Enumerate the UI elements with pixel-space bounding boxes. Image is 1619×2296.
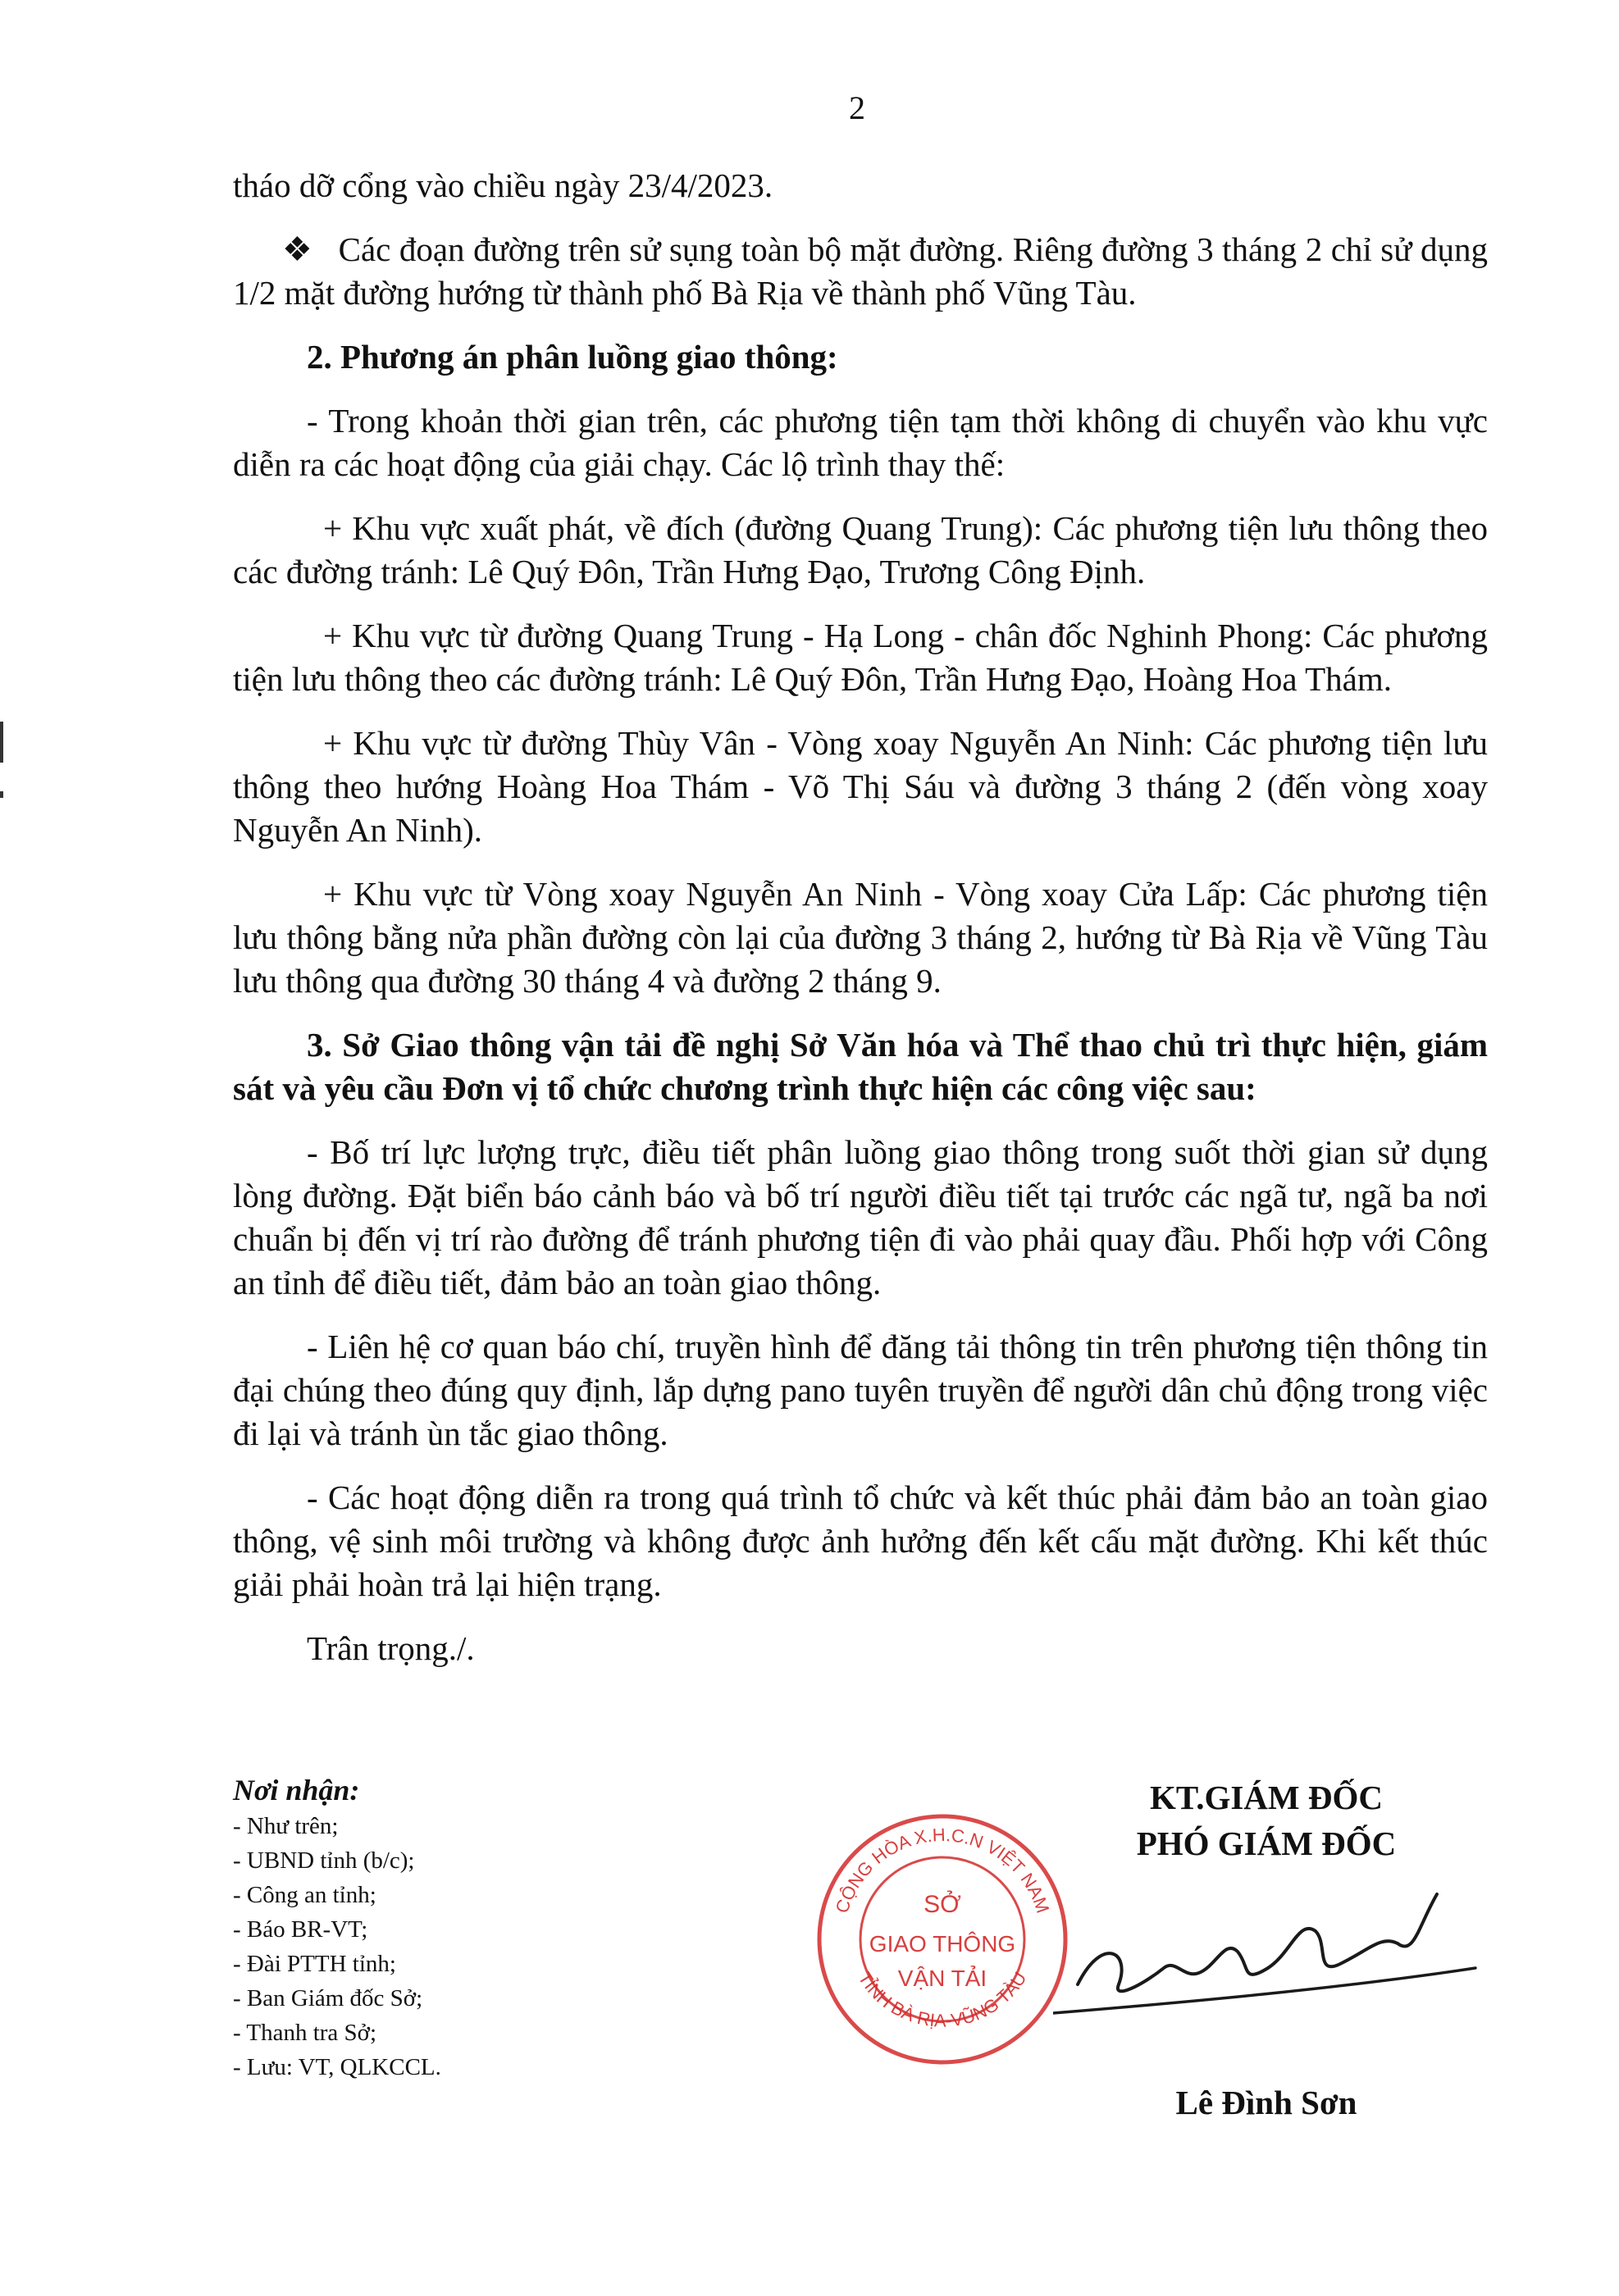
section-heading: 3. Sở Giao thông vận tải đề nghị Sở Văn hóa và Thể thao chủ trì thực hiện, giám sát và yêu cầu Đơn vị tổ chức chương trình thực hiện các công việc sau: — [233, 1026, 1488, 1107]
handwritten-signature-icon — [1053, 1861, 1480, 2025]
recipients-title: Nơi nhận: — [233, 1774, 360, 1806]
route-item: + Khu vực xuất phát, về đích (đường Quang Trung): Các phương tiện lưu thông theo các đường tránh: Lê Quý Đôn, Trần Hưng Đạo, Trương Công Định. — [233, 509, 1488, 590]
page-number: 2 — [849, 89, 865, 126]
route-item: + Khu vực từ Vòng xoay Nguyễn An Ninh - Vòng xoay Cửa Lấp: Các phương tiện lưu thông bằng nửa phần đường còn lại của đường 3 tháng 2, hướng từ Bà Rịa về Vũng Tàu lưu thông qua đường 30 tháng 4 và đường 2 tháng 9. — [233, 875, 1488, 1000]
recipient-item: - Đài PTTH tỉnh; — [233, 1951, 396, 1977]
scan-edge-mark — [0, 722, 3, 763]
stamp-ring-text: CỘNG HÒA X.H.C.N VIỆT NAM — [831, 1824, 1054, 1916]
diamond-bullet-icon: ❖ — [282, 230, 313, 268]
signer-name: Lê Đình Sơn — [1175, 2084, 1357, 2121]
bullet-text: Các đoạn đường trên sử sụng toàn bộ mặt đường. Riêng đường 3 tháng 2 chỉ sử dụng 1/2 mặt đường hướng từ thành phố Bà Rịa về thành phố Vũng Tàu. — [233, 230, 1489, 312]
document-footer — [233, 1771, 1512, 2165]
recipient-item: - UBND tỉnh (b/c); — [233, 1847, 415, 1874]
closing-line: Trân trọng./. — [307, 1629, 475, 1667]
stamp-center-line: GIAO THÔNG — [869, 1931, 1016, 1957]
paragraph: - Trong khoản thời gian trên, các phương tiện tạm thời không di chuyển vào khu vực diễn ra các hoạt động của giải chạy. Các lộ trình thay thế: — [233, 402, 1488, 483]
recipient-item: - Báo BR-VT; — [233, 1916, 368, 1943]
signer-title-line1: KT.GIÁM ĐỐC — [1150, 1779, 1383, 1816]
stamp-center-line: VẬN TẢI — [897, 1966, 987, 1991]
stamp-bottom-text: TỈNH BÀ RỊA-VŨNG TÀU — [854, 1968, 1031, 2031]
section-heading: 2. Phương án phân luồng giao thông: — [307, 338, 838, 376]
route-item: + Khu vực từ đường Thùy Vân - Vòng xoay Nguyễn An Ninh: Các phương tiện lưu thông theo hướng Hoàng Hoa Thám - Võ Thị Sáu và đường 3 tháng 2 (đến vòng xoay Nguyễn An Ninh). — [233, 724, 1488, 849]
recipient-item: - Như trên; — [233, 1813, 339, 1839]
scan-edge-mark — [0, 791, 3, 798]
paragraph: - Các hoạt động diễn ra trong quá trình tổ chức và kết thúc phải đảm bảo an toàn giao thông, vệ sinh môi trường và không được ảnh hưởng đến kết cấu mặt đường. Khi kết thúc giải phải hoàn trả lại hiện trạng. — [233, 1478, 1488, 1603]
paragraph: - Liên hệ cơ quan báo chí, truyền hình để đăng tải thông tin trên phương tiện thông tin đại chúng theo đúng quy định, lắp dựng pano tuyên truyền để người dân chủ động trong việc đi lại và tránh ùn tắc giao thông. — [233, 1328, 1488, 1452]
signer-title-line2: PHÓ GIÁM ĐỐC — [1136, 1824, 1397, 1862]
recipient-item: - Ban Giám đốc Sở; — [233, 1985, 423, 2011]
recipients-list — [233, 1771, 807, 2084]
paragraph: tháo dỡ cổng vào chiều ngày 23/4/2023. — [233, 166, 773, 204]
recipient-item: - Công an tỉnh; — [233, 1882, 376, 1908]
recipient-item: - Thanh tra Sở; — [233, 2020, 377, 2046]
paragraph: - Bố trí lực lượng trực, điều tiết phân luồng giao thông trong suốt thời gian sử dụng lòng đường. Đặt biển báo cảnh báo và bố trí người điều tiết tại trước các ngã tư, ngã ba nơi chuẩn bị đến vị trí rào đường để tránh phương tiện đi vào phải quay đầu. Phối hợp với Công an tỉnh để điều tiết, đảm bảo an toàn giao thông. — [233, 1133, 1488, 1301]
route-item: + Khu vực từ đường Quang Trung - Hạ Long - chân đốc Nghinh Phong: Các phương tiện lưu thông theo các đường tránh: Lê Quý Đôn, Trần Hưng Đạo, Hoàng Hoa Thám. — [233, 617, 1488, 698]
stamp-center-line: SỞ — [924, 1891, 961, 1918]
recipient-item: - Lưu: VT, QLKCCL. — [233, 2054, 441, 2080]
bullet-paragraph — [233, 228, 1488, 315]
document-body — [233, 164, 1488, 1670]
signer-title — [1020, 1774, 1512, 1866]
